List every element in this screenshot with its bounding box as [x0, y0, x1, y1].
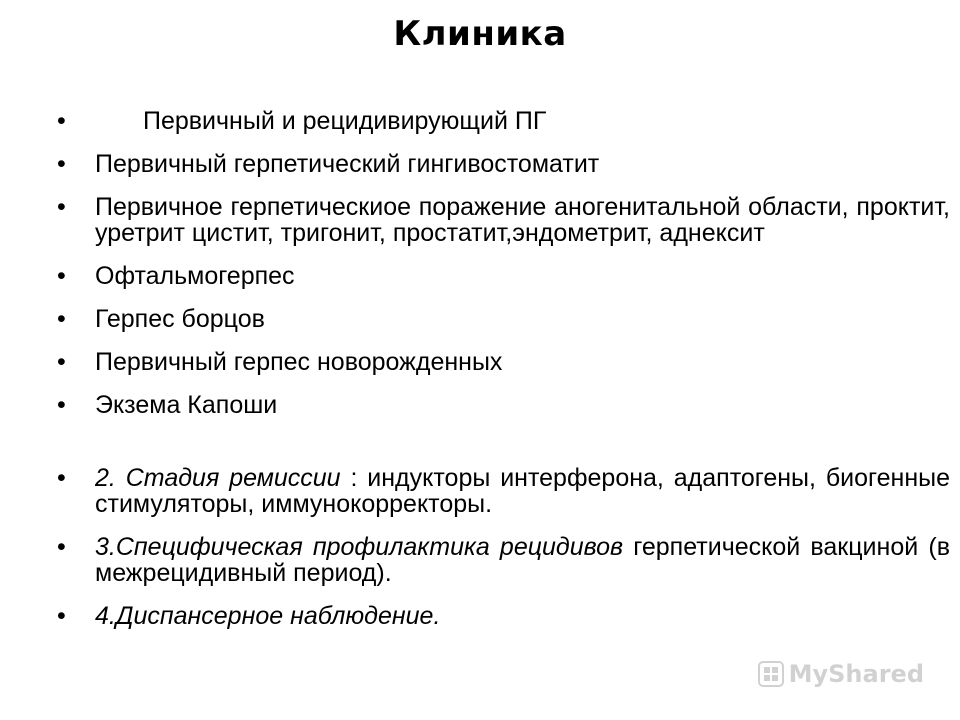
- bullet-dot: •: [57, 602, 66, 630]
- bullet-text: Экзема Капоши: [95, 391, 278, 419]
- bullet-dot: •: [57, 305, 66, 333]
- bullet-item: [57, 151, 950, 177]
- bullet-italic-text: 2. Стадия ремиссии: [95, 464, 341, 492]
- bullet-list: [57, 108, 950, 646]
- bullet-dot: •: [57, 348, 66, 376]
- bullet-dot: •: [57, 193, 66, 221]
- bullet-dot: •: [57, 533, 66, 561]
- bullet-item: [57, 603, 950, 629]
- bullet-text: [95, 603, 950, 629]
- bullet-text: [95, 534, 950, 586]
- bullet-dot: •: [57, 262, 66, 290]
- bullet-item: [57, 263, 950, 289]
- bullet-dot: •: [57, 464, 66, 492]
- bullet-text: Первичное герпетическиое поражение аногенитальной области, проктит, уретрит цистит, тригонит, простатит,эндометрит, аднексит: [95, 193, 950, 247]
- bullet-text: Герпес борцов: [95, 305, 265, 333]
- bullet-dot: •: [57, 391, 66, 419]
- bullet-text: Первичный и рецидивирующий ПГ: [143, 107, 547, 135]
- bullet-dot: •: [57, 107, 66, 135]
- bullet-item: [57, 306, 950, 332]
- bullet-text: Первичный герпетический гингивостоматит: [95, 150, 600, 178]
- bullet-item: [57, 392, 950, 418]
- watermark: [758, 660, 924, 688]
- bullet-text: [95, 465, 950, 517]
- bullet-regular-text: герпетической вакциной (в межрецидивный период).: [95, 533, 950, 587]
- bullet-item: [57, 534, 950, 586]
- bullet-item: [57, 108, 950, 134]
- bullet-item: [57, 349, 950, 375]
- bullet-text: Первичный герпес новорожденных: [95, 348, 503, 376]
- bullet-regular-text: : индукторы интерферона, адаптогены, биогенные стимуляторы, иммунокорректоры.: [95, 464, 950, 518]
- bullet-item: [57, 194, 950, 246]
- bullet-dot: •: [57, 150, 66, 178]
- watermark-text: MyShared: [788, 660, 924, 688]
- slide-title: Клиника: [393, 14, 567, 54]
- bullet-item: [57, 465, 950, 517]
- bullet-italic-text: 3.Специфическая профилактика рецидивов: [95, 533, 624, 561]
- bullet-gap: [57, 435, 950, 465]
- bullet-text: Офтальмогерпес: [95, 262, 295, 290]
- myshared-logo-icon: [758, 661, 784, 687]
- bullet-italic-text: 4.Диспансерное наблюдение.: [95, 602, 441, 630]
